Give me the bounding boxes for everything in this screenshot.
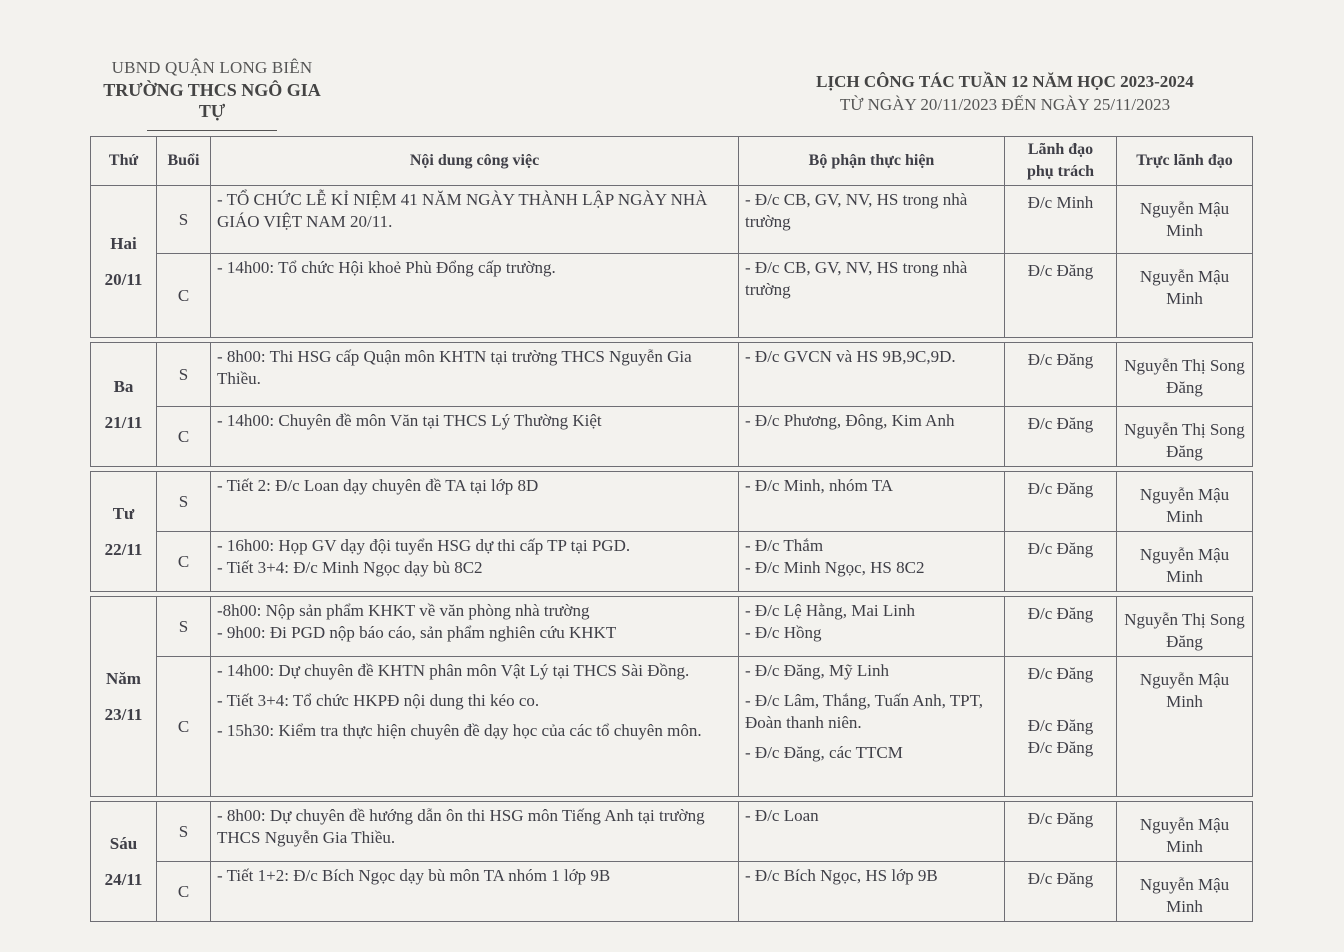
duty-cell: Nguyễn Mậu Minh [1117,802,1253,862]
dept-line: - Đ/c Minh, nhóm TA [745,476,894,495]
dept-cell [739,802,1005,862]
table-row [91,343,1253,407]
duty-cell: Nguyễn Mậu Minh [1117,657,1253,797]
col-lead [1005,137,1117,186]
content-cell [211,254,739,338]
lead-name: Đ/c Đăng [1027,869,1094,888]
schedule-table [90,136,1253,922]
session-cell: S [157,802,211,862]
duty-cell: Nguyễn Thị Song Đăng [1117,343,1253,407]
lead-cell [1005,532,1117,592]
lead-name: Đ/c Đăng [1027,479,1094,498]
table-row [91,254,1253,338]
content-cell [211,407,739,467]
day-name: Ba [113,376,134,396]
lead-cell [1005,407,1117,467]
content-line: - Tiết 3+4: Đ/c Minh Ngọc dạy bù 8C2 [217,558,483,577]
table-row [91,472,1253,532]
col-content: Nội dung công việc [211,137,739,186]
content-line: - 8h00: Dự chuyên đề hướng dẫn ôn thi HSG môn Tiếng Anh tại trường THCS Nguyễn Gia Thiều. [217,806,705,847]
table-row [91,657,1253,797]
content-cell [211,657,739,797]
lead-cell [1005,657,1117,797]
session-cell: S [157,186,211,254]
duty-cell: Nguyễn Thị Song Đăng [1117,407,1253,467]
lead-cell [1005,597,1117,657]
dept-cell [739,532,1005,592]
content-line: - 9h00: Đi PGD nộp báo cáo, sản phẩm nghiên cứu KHKT [217,623,617,642]
content-line: - Tiết 2: Đ/c Loan dạy chuyên đề TA tại lớp 8D [217,476,539,495]
lead-cell [1005,802,1117,862]
day-cell [91,343,157,467]
dept-line: - Đ/c Minh Ngọc, HS 8C2 [745,558,925,577]
dept-line: - Đ/c GVCN và HS 9B,9C,9D. [745,347,956,366]
schedule-date-range: TỪ NGÀY 20/11/2023 ĐẾN NGÀY 25/11/2023 [839,95,1171,114]
dept-cell [739,407,1005,467]
dept-cell [739,343,1005,407]
day-cell [91,597,157,797]
day-date: 23/11 [104,704,143,724]
lead-cell [1005,186,1117,254]
session-cell: S [157,472,211,532]
schedule-body [91,186,1253,922]
session-cell: C [157,532,211,592]
day-date: 20/11 [104,269,143,289]
table-header-row [91,137,1253,186]
lead-name: Đ/c Đăng [1027,738,1094,757]
header-right [790,72,1220,115]
content-cell [211,343,739,407]
table-row [91,186,1253,254]
session-cell: S [157,343,211,407]
lead-name: Đ/c Đăng [1027,414,1094,433]
content-cell [211,862,739,922]
lead-name: Đ/c Đăng [1027,716,1094,735]
content-line: - Tiết 3+4: Tổ chức HKPĐ nội dung thi kéo co. [217,691,540,710]
lead-cell [1005,472,1117,532]
content-cell [211,532,739,592]
dept-line: - Đ/c CB, GV, NV, HS trong nhà trường [745,258,968,299]
dept-line: - Đ/c Đăng, Mỹ Linh [745,661,890,680]
lead-name: Đ/c Đăng [1027,350,1094,369]
session-cell: C [157,657,211,797]
col-lead-line2: phụ trách [1026,163,1095,180]
duty-cell: Nguyễn Mậu Minh [1117,254,1253,338]
content-line: - 15h30: Kiểm tra thực hiện chuyên đề dạy học của các tổ chuyên môn. [217,721,702,740]
dept-line: - Đ/c Lệ Hằng, Mai Linh [745,601,915,620]
content-line: -8h00: Nộp sản phẩm KHKT về văn phòng nhà trường [217,601,590,620]
dept-line: - Đ/c Thắm [745,536,824,555]
lead-cell [1005,862,1117,922]
duty-cell: Nguyễn Mậu Minh [1117,532,1253,592]
content-cell [211,186,739,254]
lead-name: Đ/c Đăng [1027,664,1094,683]
day-name: Năm [106,668,141,688]
content-line: - 14h00: Dự chuyên đề KHTN phân môn Vật Lý tại THCS Sài Đồng. [217,661,690,680]
day-cell [91,472,157,592]
col-dept: Bộ phận thực hiện [739,137,1005,186]
dept-cell [739,472,1005,532]
spacer [745,734,998,742]
spacer [1011,685,1110,715]
session-cell: C [157,407,211,467]
day-name: Tư [112,503,135,523]
content-line: - 14h00: Tổ chức Hội khoẻ Phù Đổng cấp trường. [217,258,556,277]
dept-line: - Đ/c Phương, Đông, Kim Anh [745,411,955,430]
dept-cell [739,597,1005,657]
content-line: - 16h00: Họp GV dạy đội tuyển HSG dự thi cấp TP tại PGD. [217,536,631,555]
day-date: 22/11 [104,539,143,559]
table-row [91,802,1253,862]
content-cell [211,472,739,532]
duty-cell: Nguyễn Mậu Minh [1117,472,1253,532]
day-date: 24/11 [104,869,143,889]
lead-name: Đ/c Đăng [1027,604,1094,623]
lead-cell [1005,343,1117,407]
header-left [92,58,332,131]
dept-line: - Đ/c Hồng [745,623,822,642]
content-line: - 14h00: Chuyên đề môn Văn tại THCS Lý Thường Kiệt [217,411,602,430]
duty-cell: Nguyễn Thị Song Đăng [1117,597,1253,657]
dept-cell [739,657,1005,797]
content-cell [211,802,739,862]
col-lead-line1: Lãnh đạo [1027,141,1094,158]
school-name: TRƯỜNG THCS NGÔ GIA TỰ [103,80,321,121]
table-row [91,862,1253,922]
day-cell [91,802,157,922]
content-line: - Tiết 1+2: Đ/c Bích Ngọc dạy bù môn TA nhóm 1 lớp 9B [217,866,611,885]
dept-cell [739,254,1005,338]
day-cell [91,186,157,338]
col-day: Thứ [91,137,157,186]
dept-line: - Đ/c Đăng, các TTCM [745,743,903,762]
lead-name: Đ/c Đăng [1027,539,1094,558]
lead-name: Đ/c Minh [1027,193,1094,212]
dept-line: - Đ/c Lâm, Thắng, Tuấn Anh, TPT, Đoàn thanh niên. [745,691,983,732]
session-cell: S [157,597,211,657]
duty-cell: Nguyễn Mậu Minh [1117,186,1253,254]
duty-cell: Nguyễn Mậu Minh [1117,862,1253,922]
day-name: Hai [110,233,137,253]
table-row [91,407,1253,467]
dept-cell [739,186,1005,254]
table-row [91,532,1253,592]
session-cell: C [157,254,211,338]
content-cell [211,597,739,657]
day-date: 21/11 [104,412,143,432]
content-line: - 8h00: Thi HSG cấp Quận môn KHTN tại trường THCS Nguyễn Gia Thiều. [217,347,692,388]
spacer [217,712,732,720]
lead-name: Đ/c Đăng [1027,261,1094,280]
col-session: Buổi [157,137,211,186]
dept-line: - Đ/c CB, GV, NV, HS trong nhà trường [745,190,968,231]
dept-cell [739,862,1005,922]
org-name: UBND QUẬN LONG BIÊN [111,58,313,77]
spacer [217,682,732,690]
lead-cell [1005,254,1117,338]
content-line: - TỔ CHỨC LỄ KỈ NIỆM 41 NĂM NGÀY THÀNH LẬP NGÀY NHÀ GIÁO VIỆT NAM 20/11. [217,190,708,231]
table-row [91,597,1253,657]
day-name: Sáu [109,833,138,853]
col-duty: Trực lãnh đạo [1117,137,1253,186]
schedule-title: LỊCH CÔNG TÁC TUẦN 12 NĂM HỌC 2023-2024 [816,72,1194,91]
header-rule [147,130,277,131]
dept-line: - Đ/c Bích Ngọc, HS lớp 9B [745,866,938,885]
lead-name: Đ/c Đăng [1027,809,1094,828]
spacer [745,682,998,690]
dept-line: - Đ/c Loan [745,806,819,825]
session-cell: C [157,862,211,922]
